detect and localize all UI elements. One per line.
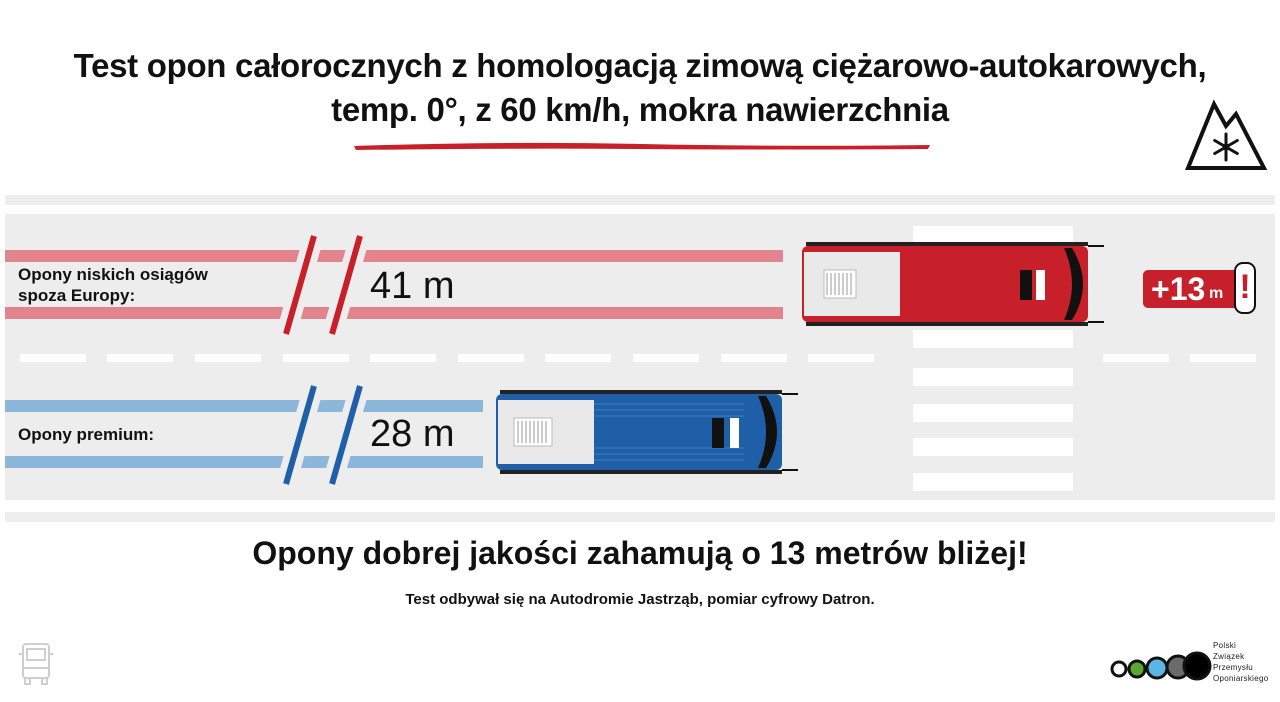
bottom-lane-line-upper xyxy=(5,400,483,412)
top-lane-label-line-1: Opony niskich osiągów xyxy=(18,265,208,284)
bottom-lane-line-lower xyxy=(5,456,483,468)
lane-dash xyxy=(20,354,86,362)
lane-dash xyxy=(107,354,173,362)
test-note: Test odbywał się na Autodromie Jastrząb, pomiar cyfrowy Datron. xyxy=(405,591,875,608)
lane-dash xyxy=(1103,354,1169,362)
page-title-line-1: Test opon całorocznych z homologacją zimową ciężarowo-autokarowych, xyxy=(73,47,1207,84)
bottom-lane-label: Opony premium: xyxy=(18,425,155,444)
bottom-lane-break-marks xyxy=(270,382,380,488)
crosswalk-stripe xyxy=(913,473,1073,491)
lane-dash xyxy=(458,354,524,362)
top-lane-distance: 41 m xyxy=(370,265,455,307)
top-lane-line-lower xyxy=(5,307,783,319)
logo-line-1: Polski xyxy=(1213,641,1237,650)
difference-unit: m xyxy=(1209,285,1224,302)
lane-dash xyxy=(633,354,699,362)
exclamation-icon: ! xyxy=(1234,262,1256,314)
lane-dash xyxy=(370,354,436,362)
logo-line-4: Oponiarskiego xyxy=(1213,674,1269,683)
difference-badge xyxy=(1143,270,1243,308)
bottom-lane-distance: 28 m xyxy=(370,413,455,455)
logo-line-2: Związek xyxy=(1213,652,1245,661)
lane-dash xyxy=(545,354,611,362)
crosswalk-stripe xyxy=(913,330,1073,348)
logo-line-3: Przemysłu xyxy=(1213,663,1254,672)
top-lane-break-marks xyxy=(270,232,380,338)
top-lane-line-upper xyxy=(5,250,783,262)
lane-dash xyxy=(195,354,261,362)
road-edge-top xyxy=(5,195,1275,205)
road-edge-bottom xyxy=(5,512,1275,522)
title-underline xyxy=(352,138,932,154)
difference-value: +13 xyxy=(1151,271,1206,307)
top-lane-label-line-2: spoza Europy: xyxy=(18,286,136,305)
crosswalk-stripe xyxy=(913,404,1073,422)
pzpo-logo xyxy=(1108,648,1212,684)
lane-dash xyxy=(283,354,349,362)
crosswalk-stripe xyxy=(913,368,1073,386)
blue-bus xyxy=(494,388,802,480)
lane-dash xyxy=(721,354,787,362)
lane-dash xyxy=(808,354,874,362)
lane-dash xyxy=(1190,354,1256,362)
mountain-snowflake-icon xyxy=(1184,96,1268,172)
headline-message: Opony dobrej jakości zahamują o 13 metrów bliżej! xyxy=(252,535,1028,571)
pzpo-logo-text xyxy=(1213,640,1269,684)
page-title-line-2: temp. 0°, z 60 km/h, mokra nawierzchnia xyxy=(331,91,949,128)
red-bus xyxy=(800,240,1108,332)
truck-outline-icon xyxy=(18,640,54,686)
crosswalk-stripe xyxy=(913,438,1073,456)
